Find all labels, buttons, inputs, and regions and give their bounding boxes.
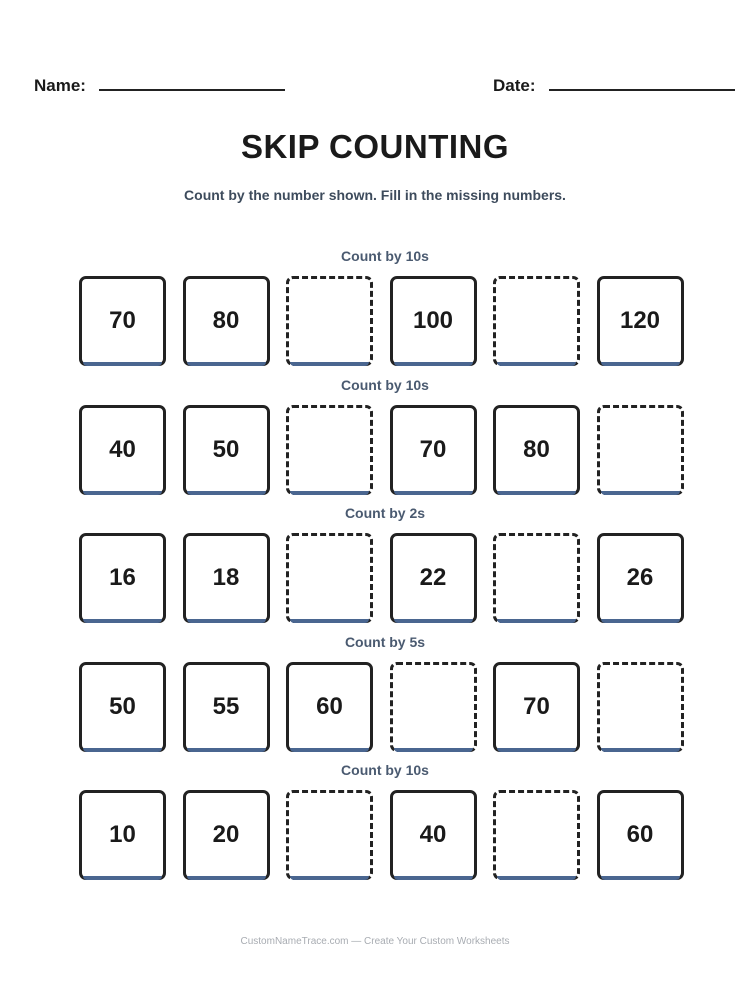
name-label: Name: [34, 76, 86, 95]
row-label: Count by 10s [341, 376, 429, 393]
counting-rows [79, 248, 691, 891]
blank-number-box[interactable] [493, 533, 580, 623]
counting-row [79, 762, 691, 891]
number-box: 60 [286, 662, 373, 752]
header-fields [34, 72, 736, 102]
row-label: Count by 5s [344, 633, 426, 650]
counting-row [79, 248, 691, 377]
number-boxes [79, 276, 684, 366]
number-box: 55 [183, 662, 270, 752]
blank-number-box[interactable] [286, 790, 373, 880]
blank-number-box[interactable] [390, 662, 477, 752]
blank-number-box[interactable] [597, 405, 684, 495]
instructions: Count by the number shown. Fill in the missing numbers. [184, 187, 566, 203]
row-label: Count by 10s [341, 248, 429, 264]
number-box: 20 [183, 790, 270, 880]
blank-number-box[interactable] [493, 790, 580, 880]
number-boxes [79, 790, 684, 880]
date-line[interactable] [549, 89, 735, 91]
number-box: 70 [390, 405, 477, 495]
number-box: 70 [79, 276, 166, 366]
number-box: 50 [79, 662, 166, 752]
blank-number-box[interactable] [286, 276, 373, 366]
number-box: 40 [79, 405, 166, 495]
date-field [493, 72, 735, 100]
number-box: 18 [183, 533, 270, 623]
number-box: 16 [79, 533, 166, 623]
number-box: 70 [493, 662, 580, 752]
page-title: SKIP COUNTING [240, 128, 510, 165]
counting-row [79, 505, 691, 634]
row-label: Count by 2s [344, 505, 426, 521]
name-field [34, 72, 285, 100]
number-boxes [79, 533, 684, 623]
footer: CustomNameTrace.com — Create Your Custom Worksheets [240, 936, 510, 947]
number-box: 80 [493, 405, 580, 495]
number-box: 26 [597, 533, 684, 623]
number-box: 100 [390, 276, 477, 366]
row-label: Count by 10s [341, 762, 429, 778]
blank-number-box[interactable] [286, 533, 373, 623]
counting-row [79, 377, 691, 506]
name-line[interactable] [99, 89, 285, 91]
number-box: 60 [597, 790, 684, 880]
counting-row [79, 634, 691, 763]
number-boxes [79, 405, 684, 495]
number-box: 120 [597, 276, 684, 366]
number-box: 10 [79, 790, 166, 880]
blank-number-box[interactable] [493, 276, 580, 366]
blank-number-box[interactable] [286, 405, 373, 495]
number-box: 22 [390, 533, 477, 623]
number-box: 40 [390, 790, 477, 880]
number-box: 50 [183, 405, 270, 495]
date-label: Date: [493, 76, 536, 95]
blank-number-box[interactable] [597, 662, 684, 752]
number-boxes [79, 662, 684, 752]
number-box: 80 [183, 276, 270, 366]
